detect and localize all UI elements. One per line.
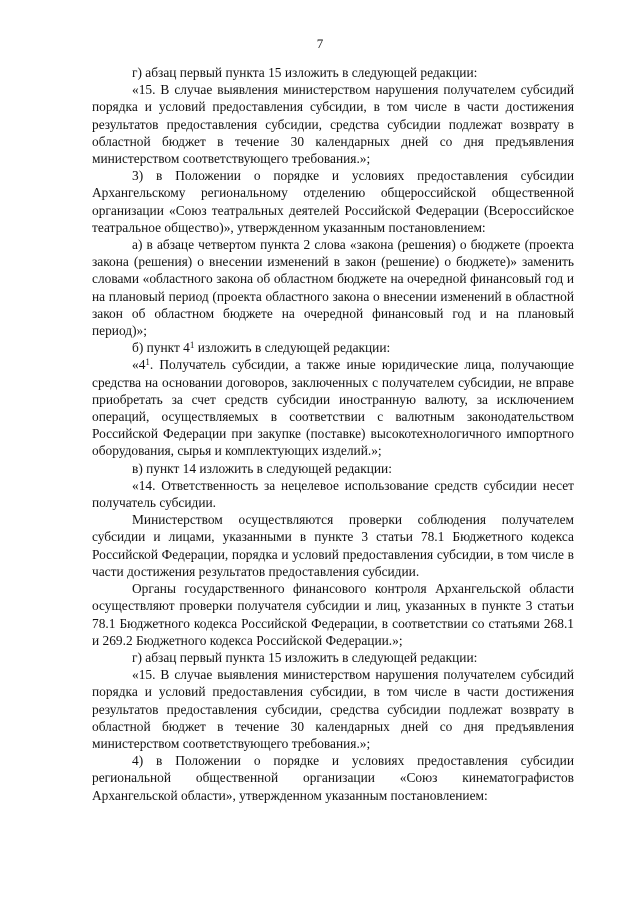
- paragraph-item-4: 4) в Положении о порядке и условиях предоставления субсидии региональной общественной организации «Союз кинематографистов Архангельской области», утвержденном указанным постановлением:: [92, 753, 574, 803]
- paragraph-amend-15-intro: г) абзац первый пункта 15 изложить в следующей редакции:: [132, 65, 478, 80]
- paragraph-financial-control: Органы государственного финансового контроля Архангельской области осуществляют проверки получателя субсидии и лиц, указанных в пункте 3 статьи 78.1 Бюджетного кодекса Российской Федерации, в соответствии со статьями 268.1 и 269.2 Бюджетного кодекса Российской Федерации.»;: [92, 581, 574, 648]
- paragraph-point-15-text: «15. В случае выявления министерством нарушения получателем субсидий порядка и условий предоставления субсидии, в том числе в части достижения результатов предоставления субсидии, средства субсидии подлежат возврату в областной бюджет в течение 30 календарных дней со дня предъявления министерством соответствующего требования.»;: [92, 82, 574, 167]
- paragraph-point-4-1-text: [92, 356, 574, 459]
- paragraph-point-14-text: «14. Ответственность за нецелевое использование средств субсидии несет получатель субсидии.: [92, 477, 574, 511]
- paragraph-subitem-v: в) пункт 14 изложить в следующей редакции:: [132, 460, 392, 476]
- paragraph-subitem-b: [92, 339, 574, 356]
- paragraph-point-15-text-2: «15. В случае выявления министерством нарушения получателем субсидий порядка и условий предоставления субсидии, в том числе в части достижения результатов предоставления субсидии, средства субсидии подлежат возврату в областной бюджет в течение 30 календарных дней со дня предъявления министерством соответствующего требования.»;: [92, 667, 574, 751]
- page-number: 7: [316, 36, 324, 51]
- paragraph-item-3: 3) в Положении о порядке и условиях предоставления субсидии Архангельскому региональному отделению общероссийской общественной организации «Союз театральных деятелей Российской Федерации (Всероссийское театральное общество)», утвержденном указанным постановлением:: [92, 168, 574, 235]
- paragraph-subitem-a: а) в абзаце четвертом пункта 2 слова «закона (решения) о бюджете (проекта закона (решения) о внесении изменений в закон (решение) о бюджете)» заменить словами «областного закона об областном бюджете на очередной финансовый год и на плановый период (проекта областного закона о внесении изменений в областной закон об областном бюджете на очередной финансовый год и на плановый период)»;: [92, 237, 574, 339]
- paragraph-text: «4: [132, 357, 146, 373]
- paragraph-text-continued: . Получатель субсидии, а также иные юридические лица, получающие средства на основании договоров, заключенных с получателем субсидии, не вправе приобретать за счет средств субсидии иностранную валюту, за исключением операций, осуществляемых в соответствии с валютным законодательством Российской Федерации при закупке (поставке) высокотехнологичного импортного оборудования, сырья и комплектующих изделий.»;: [92, 357, 574, 459]
- superscript: 1: [145, 357, 150, 368]
- paragraph-ministry-checks: Министерством осуществляются проверки соблюдения получателем субсидии и лицами, указанными в пункте 3 статьи 78.1 Бюджетного кодекса Российской Федерации, порядка и условий предоставления субсидии, в том числе в части достижения результатов предоставления субсидии.: [92, 512, 574, 579]
- document-body: [92, 64, 574, 804]
- superscript: 1: [189, 340, 195, 351]
- paragraph-text: б) пункт 4: [132, 340, 190, 356]
- paragraph-amend-15-intro-2: г) абзац первый пункта 15 изложить в следующей редакции:: [132, 649, 478, 665]
- paragraph-text-continued: изложить в следующей редакции:: [194, 340, 391, 356]
